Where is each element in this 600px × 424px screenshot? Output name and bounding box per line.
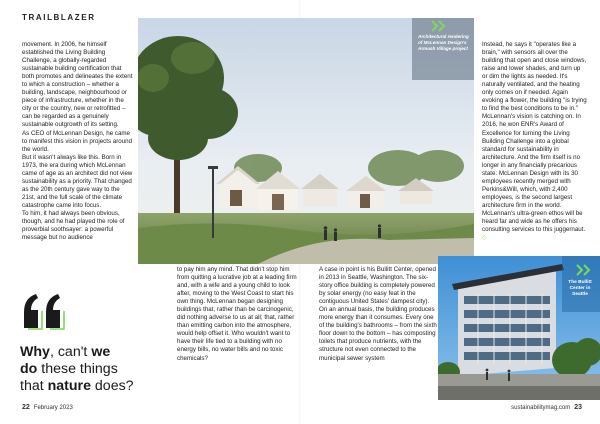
hero-caption: Architectural rendering of McLennan Design's Armush Village project (418, 34, 469, 51)
paragraph: to pay him any mind. That didn't stop him from quitting a lucrative job at a leading firm and, with a wife and a young child to look after, moving to the West Coast to start his own thing. McLennan began designing buildings that, rather than be carcinogenic, did nothing adverse to us at all; that, rather than emitting carbon into the atmosphere, would help offset it. Who wouldn't want to have their life tied to a building with no energy bills, no water bills and no toxic chemicals? (177, 266, 297, 362)
article-column-1 (22, 41, 134, 242)
quote-mark-icon (18, 290, 70, 330)
issue-date: February 2023 (33, 405, 73, 411)
bullitt-center-photo (438, 256, 600, 400)
paragraph: movement. In 2006, he himself established the Living Building Challenge, a globally-regarded sustainable building certification that both promotes and delineates the extent to which a construction – whether a building, landscape, neighbourhood or piece of infrastructure, whether in the city or the country, new or retrofitted – can be regarded as a genuinely sustainable outgrowth of its setting. (22, 41, 133, 129)
folio-right (511, 404, 582, 411)
page-number: 23 (574, 404, 582, 411)
paragraph: But it wasn't always like this. Born in 1973, the era during which McLennan came of age as an architect did not view sustainability as a priority. That changed as the 20th century gave way to the 21st, and the full scale of the climate catastrophe came into focus. (22, 153, 133, 209)
paragraph: A case in point is his Bullitt Center, opened in 2013 in Seattle, Washington. The six-story office building is completely powered by solar energy (no easy feat in the contiguous United States' dampest city). On an annual basis, the building produces more energy than it consumes. Every one of the building's bathrooms – from the sixth floor down to the bottom – has composting toilets that produce nutrients, with the structure not even connected to the municipal sewer system (319, 266, 437, 362)
paragraph: To him, it had always been obvious, though, and he had played the role of proverbial soothsayer: a powerful message but no audience (22, 209, 125, 242)
paragraph: As CEO of McLennan Design, he came to manifest this vision in projects around the world. (22, 129, 133, 153)
pull-quote: Why, can't we do these things that nature does? (20, 344, 134, 395)
paragraph: McLennan's vision is catching on. In 2016, he won ENR's Award of Excellence for turning the Living Building Challenge into a global standard for sustainability in architecture. And the firm itself is no longer in any financially precarious state: McLennan Design with its 30 employees recently merged with Perkins&Will, which, with 2,400 employees, is the second largest architecture firm in the world. McLennan's ultra-green ethos will be heard far and wide as he offers his consulting services to this juggernaut. ◇ (482, 113, 586, 242)
end-mark-icon: ◇ (482, 234, 487, 242)
folio-left (22, 404, 73, 411)
article-column-3 (319, 266, 437, 363)
double-chevron-icon (576, 264, 592, 276)
article-column-4 (482, 41, 587, 242)
magazine-url: sustainabilitymag.com (511, 405, 571, 411)
bullitt-caption: The Bullitt Center in Seattle (568, 280, 592, 298)
hero-rendering-image (138, 18, 474, 264)
page-number: 22 (22, 404, 30, 411)
article-column-2 (177, 266, 297, 363)
section-tag: TRAILBLAZER (22, 13, 96, 22)
paragraph: Instead, he says it "operates like a brain," with sensors all over the building that open and close windows, raise and lower shades, and turn up or dim the lights as needed. It's naturally ventilated, and the heating only comes on if needed. Again evoking a flower, the building "is trying to find the best conditions to be in." (482, 41, 587, 113)
double-chevron-icon (431, 20, 447, 32)
